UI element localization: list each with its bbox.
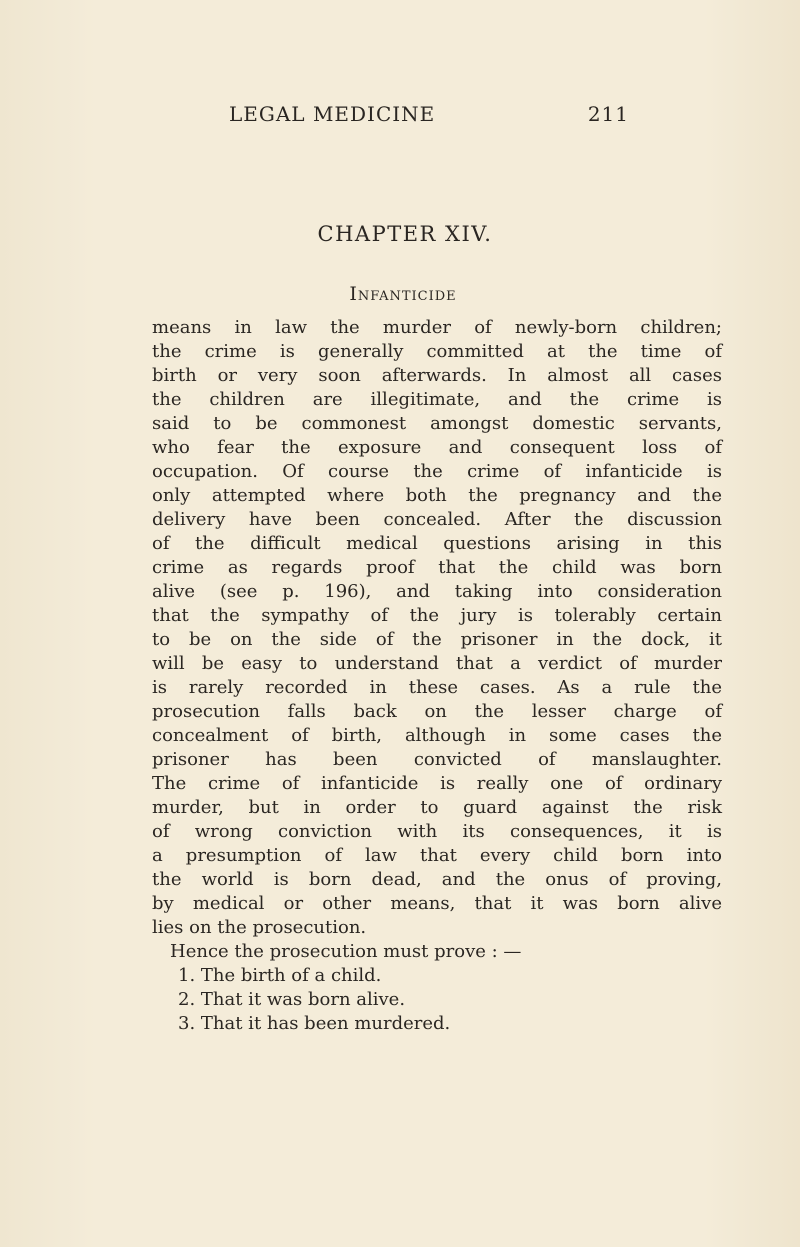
text-line: the crime is generally committed at the time of (152, 341, 722, 362)
text-line: the world is born dead, and the onus of proving, (152, 869, 722, 890)
text-line: prisoner has been convicted of manslaughter. (152, 749, 722, 770)
body-text (152, 316, 722, 1036)
list-item: 3. That it has been murdered. (178, 1013, 451, 1034)
text-line: of wrong conviction with its consequences, it is (152, 821, 722, 842)
running-head-title: LEGAL MEDICINE (229, 102, 436, 126)
text-line: said to be commonest amongst domestic servants, (152, 413, 722, 434)
text-line: birth or very soon afterwards. In almost all cases (152, 365, 722, 386)
text-line: of the difficult medical questions arising in this (152, 533, 722, 554)
paragraph-1 (152, 316, 722, 940)
list-intro: Hence the prosecution must prove : — (170, 941, 522, 962)
text-line: by medical or other means, that it was born alive (152, 893, 722, 914)
text-line: lies on the prosecution. (152, 917, 367, 938)
text-line: The crime of infanticide is really one of ordinary (152, 773, 722, 794)
text-line: prosecution falls back on the lesser charge of (152, 701, 722, 722)
running-head (229, 101, 629, 127)
text-line: means in law the murder of newly-born children; (152, 317, 722, 338)
text-line: will be easy to understand that a verdict of murder (152, 653, 722, 674)
paragraph-2 (152, 940, 722, 1036)
text-line: murder, but in order to guard against the risk (152, 797, 722, 818)
section-heading: Infanticide (349, 283, 457, 305)
text-line: crime as regards proof that the child was born (152, 557, 722, 578)
text-line: delivery have been concealed. After the discussion (152, 509, 722, 530)
text-line: is rarely recorded in these cases. As a rule the (152, 677, 722, 698)
list-item: 1. The birth of a child. (178, 965, 382, 986)
text-line: that the sympathy of the jury is tolerably certain (152, 605, 722, 626)
text-line: alive (see p. 196), and taking into consideration (152, 581, 722, 602)
text-line: to be on the side of the prisoner in the dock, it (152, 629, 722, 650)
page-number: 211 (587, 102, 629, 126)
text-line: who fear the exposure and consequent loss of (152, 437, 722, 458)
text-line: occupation. Of course the crime of infanticide is (152, 461, 722, 482)
text-line: concealment of birth, although in some cases the (152, 725, 722, 746)
text-line: the children are illegitimate, and the crime is (152, 389, 722, 410)
text-line: a presumption of law that every child born into (152, 845, 722, 866)
chapter-heading: CHAPTER XIV. (317, 222, 493, 246)
list-item: 2. That it was born alive. (178, 989, 406, 1010)
text-line: only attempted where both the pregnancy and the (152, 485, 722, 506)
